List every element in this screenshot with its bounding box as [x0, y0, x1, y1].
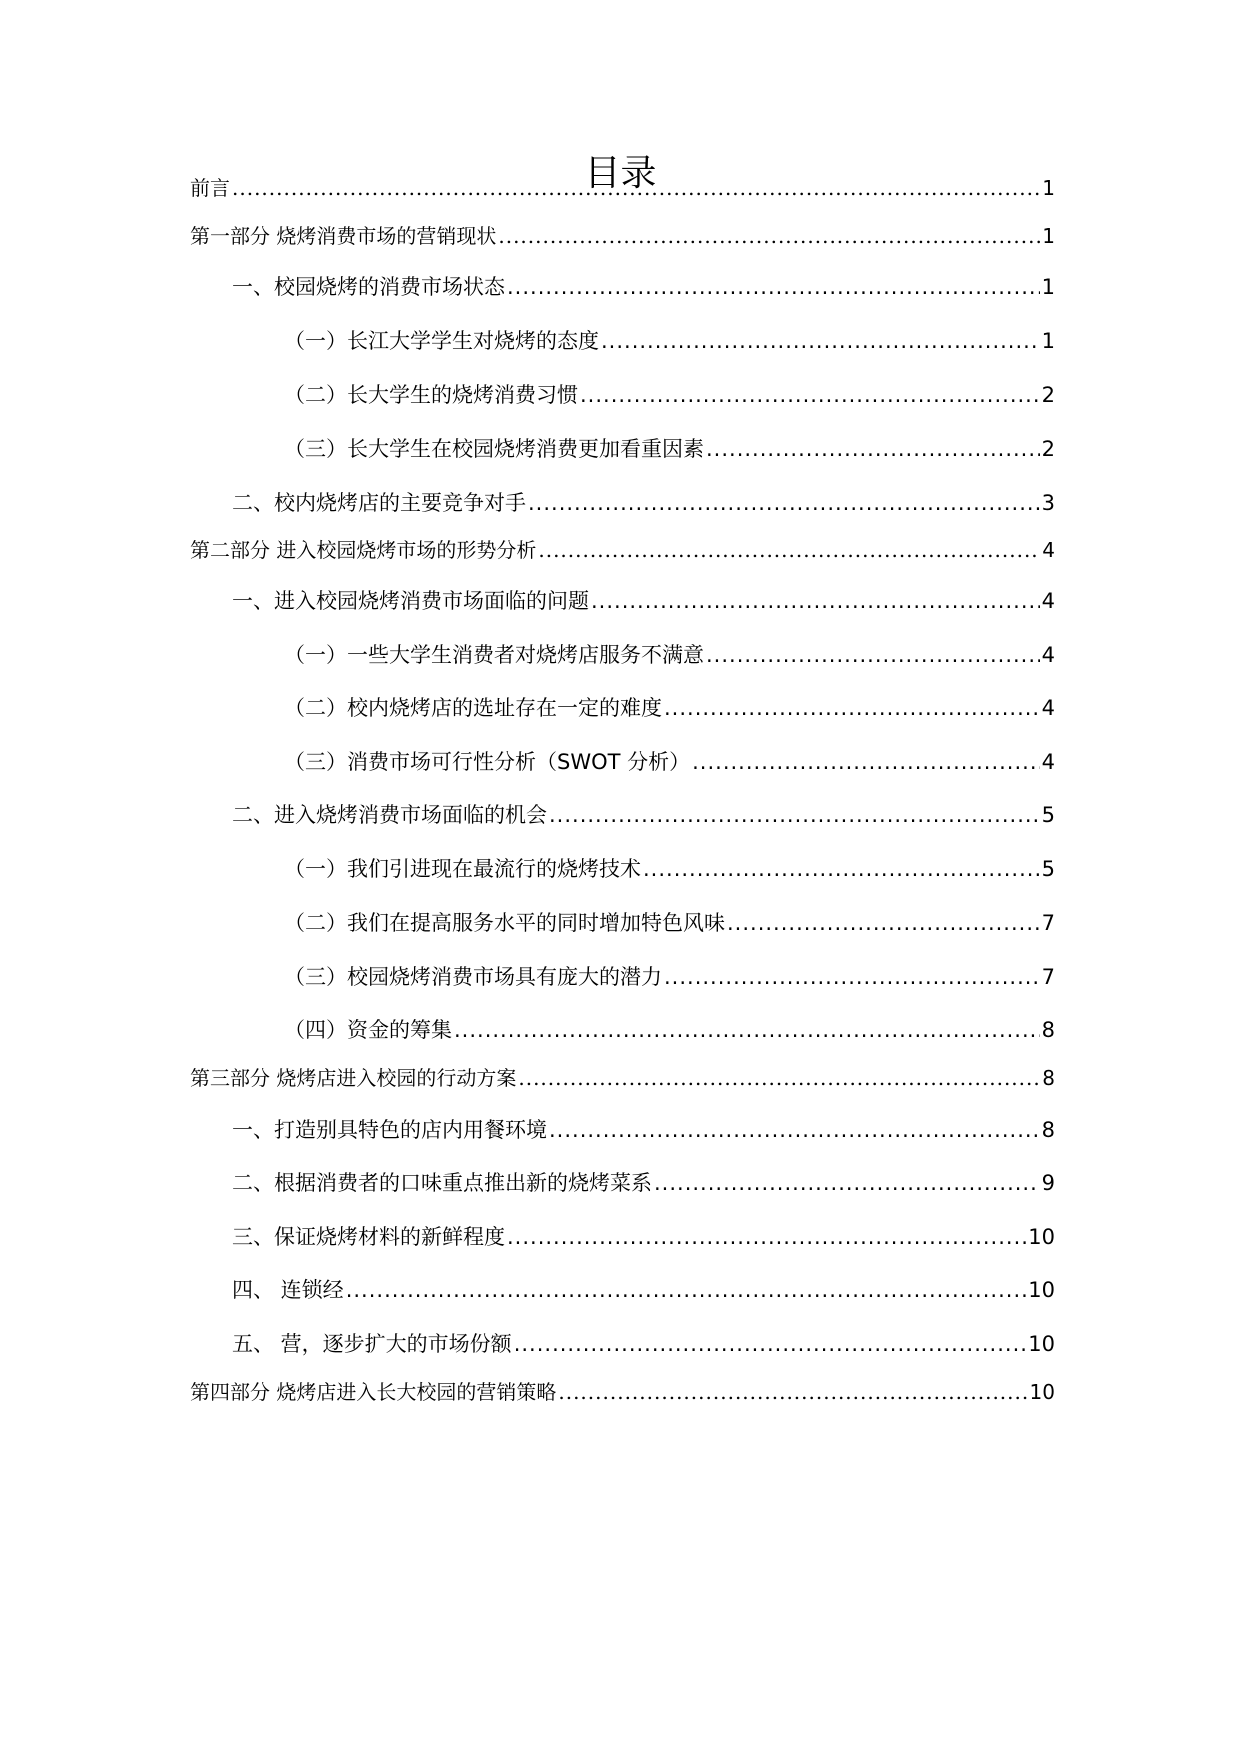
toc-entry-label: 四、 连锁经 [232, 1278, 344, 1302]
dot-leader [549, 801, 1040, 829]
dot-leader [507, 273, 1040, 301]
toc-entry[interactable] [284, 381, 1055, 409]
dot-leader [528, 489, 1040, 517]
dot-leader [591, 587, 1040, 615]
dot-leader [498, 222, 1040, 250]
toc-entry-page: 8 [1041, 1118, 1055, 1142]
toc-entry-page: 10 [1029, 1380, 1055, 1404]
toc-entry-page: 7 [1041, 965, 1055, 989]
toc-entry-label: 第三部分 烧烤店进入校园的行动方案 [190, 1066, 517, 1090]
toc-entry-label: （一）一些大学生消费者对烧烤店服务不满意 [284, 643, 704, 667]
dot-leader [664, 963, 1040, 991]
toc-entry[interactable] [232, 1116, 1055, 1144]
toc-entry[interactable] [284, 748, 1055, 776]
toc-entry-label: 二、校内烧烤店的主要竞争对手 [232, 491, 526, 515]
toc-entry[interactable] [190, 1064, 1055, 1092]
toc-entry-page: 4 [1041, 750, 1055, 774]
dot-leader [580, 381, 1040, 409]
toc-entry[interactable] [284, 909, 1055, 937]
toc-entry-label: （二）校内烧烤店的选址存在一定的难度 [284, 696, 662, 720]
toc-entry-label: 一、进入校园烧烤消费市场面临的问题 [232, 589, 589, 613]
page-title: 目录 [584, 153, 657, 194]
toc-entry-page: 1 [1041, 275, 1055, 299]
toc-entry-label: 二、进入烧烤消费市场面临的机会 [232, 803, 547, 827]
dot-leader [727, 909, 1040, 937]
toc-entry-page: 5 [1041, 803, 1055, 827]
toc-entry[interactable] [284, 694, 1055, 722]
toc-entry[interactable] [190, 1378, 1055, 1406]
toc-entry[interactable] [284, 435, 1055, 463]
dot-leader [643, 855, 1040, 883]
toc-entry-page: 2 [1041, 383, 1055, 407]
toc-entry[interactable] [232, 587, 1055, 615]
toc-entry-page: 8 [1041, 1018, 1055, 1042]
dot-leader [346, 1276, 1027, 1304]
toc-entry-page: 10 [1028, 1278, 1055, 1302]
toc-entry-label: 第四部分 烧烤店进入长大校园的营销策略 [190, 1380, 557, 1404]
toc-entry-label: 前言 [190, 176, 230, 200]
toc-entry[interactable] [232, 801, 1055, 829]
toc-entry[interactable] [284, 1016, 1055, 1044]
dot-leader [507, 1223, 1026, 1251]
toc-entry-page: 1 [1041, 329, 1055, 353]
toc-entry-label: （三）消费市场可行性分析（SWOT 分析） [284, 750, 691, 774]
dot-leader [454, 1016, 1040, 1044]
dot-leader [514, 1330, 1027, 1358]
toc-entry-page: 9 [1041, 1171, 1055, 1195]
toc-entry-label: 一、打造别具特色的店内用餐环境 [232, 1118, 547, 1142]
dot-leader [232, 174, 1040, 202]
dot-leader [518, 1064, 1040, 1092]
toc-entry-page: 5 [1041, 857, 1055, 881]
toc-entry-page: 4 [1042, 538, 1055, 562]
toc-entry[interactable] [284, 855, 1055, 883]
toc-entry-page: 10 [1028, 1332, 1055, 1356]
dot-leader [558, 1378, 1027, 1406]
toc-entry-label: （二）长大学生的烧烤消费习惯 [284, 383, 578, 407]
toc-entry[interactable] [284, 963, 1055, 991]
toc-entry[interactable] [232, 489, 1055, 517]
toc-entry[interactable] [284, 327, 1055, 355]
toc-entry-page: 2 [1041, 437, 1055, 461]
toc-entry-page: 1 [1042, 224, 1055, 248]
toc-entry[interactable] [232, 1330, 1055, 1358]
toc-entry[interactable] [232, 1223, 1055, 1251]
toc-entry-label: 二、根据消费者的口味重点推出新的烧烤菜系 [232, 1171, 652, 1195]
toc-entry-page: 10 [1028, 1225, 1055, 1249]
dot-leader [664, 694, 1040, 722]
toc-entry[interactable] [232, 273, 1055, 301]
toc-entry-label: 三、保证烧烤材料的新鲜程度 [232, 1225, 505, 1249]
dot-leader [601, 327, 1040, 355]
dot-leader [706, 435, 1040, 463]
toc-entry[interactable] [190, 174, 1055, 202]
toc-entry-label: 五、 营，逐步扩大的市场份额 [232, 1332, 512, 1356]
toc-entry[interactable] [190, 536, 1055, 564]
toc-entry-label: （三）校园烧烤消费市场具有庞大的潜力 [284, 965, 662, 989]
dot-leader [654, 1169, 1040, 1197]
toc-entry-page: 3 [1041, 491, 1055, 515]
toc-entry-page: 4 [1041, 696, 1055, 720]
dot-leader [549, 1116, 1040, 1144]
toc-entry-page: 4 [1041, 643, 1055, 667]
toc-entry[interactable] [232, 1169, 1055, 1197]
toc-entry-label: 第一部分 烧烤消费市场的营销现状 [190, 224, 497, 248]
toc-entry-label: （三）长大学生在校园烧烤消费更加看重因素 [284, 437, 704, 461]
toc-entry-page: 8 [1042, 1066, 1055, 1090]
toc-entry-page: 4 [1041, 589, 1055, 613]
toc-entry[interactable] [284, 641, 1055, 669]
toc-entry-page: 1 [1042, 176, 1055, 200]
dot-leader [706, 641, 1040, 669]
toc-entry[interactable] [190, 222, 1055, 250]
toc-entry-label: （一）我们引进现在最流行的烧烤技术 [284, 857, 641, 881]
toc-entry-label: （一）长江大学学生对烧烤的态度 [284, 329, 599, 353]
toc-entry-page: 7 [1041, 911, 1055, 935]
toc-entry-label: （四）资金的筹集 [284, 1018, 452, 1042]
toc-entry-label: 一、校园烧烤的消费市场状态 [232, 275, 505, 299]
toc-entry[interactable] [232, 1276, 1055, 1304]
dot-leader [538, 536, 1040, 564]
toc-entry-label: 第二部分 进入校园烧烤市场的形势分析 [190, 538, 537, 562]
dot-leader [692, 748, 1040, 776]
toc-entry-label: （二）我们在提高服务水平的同时增加特色风味 [284, 911, 725, 935]
